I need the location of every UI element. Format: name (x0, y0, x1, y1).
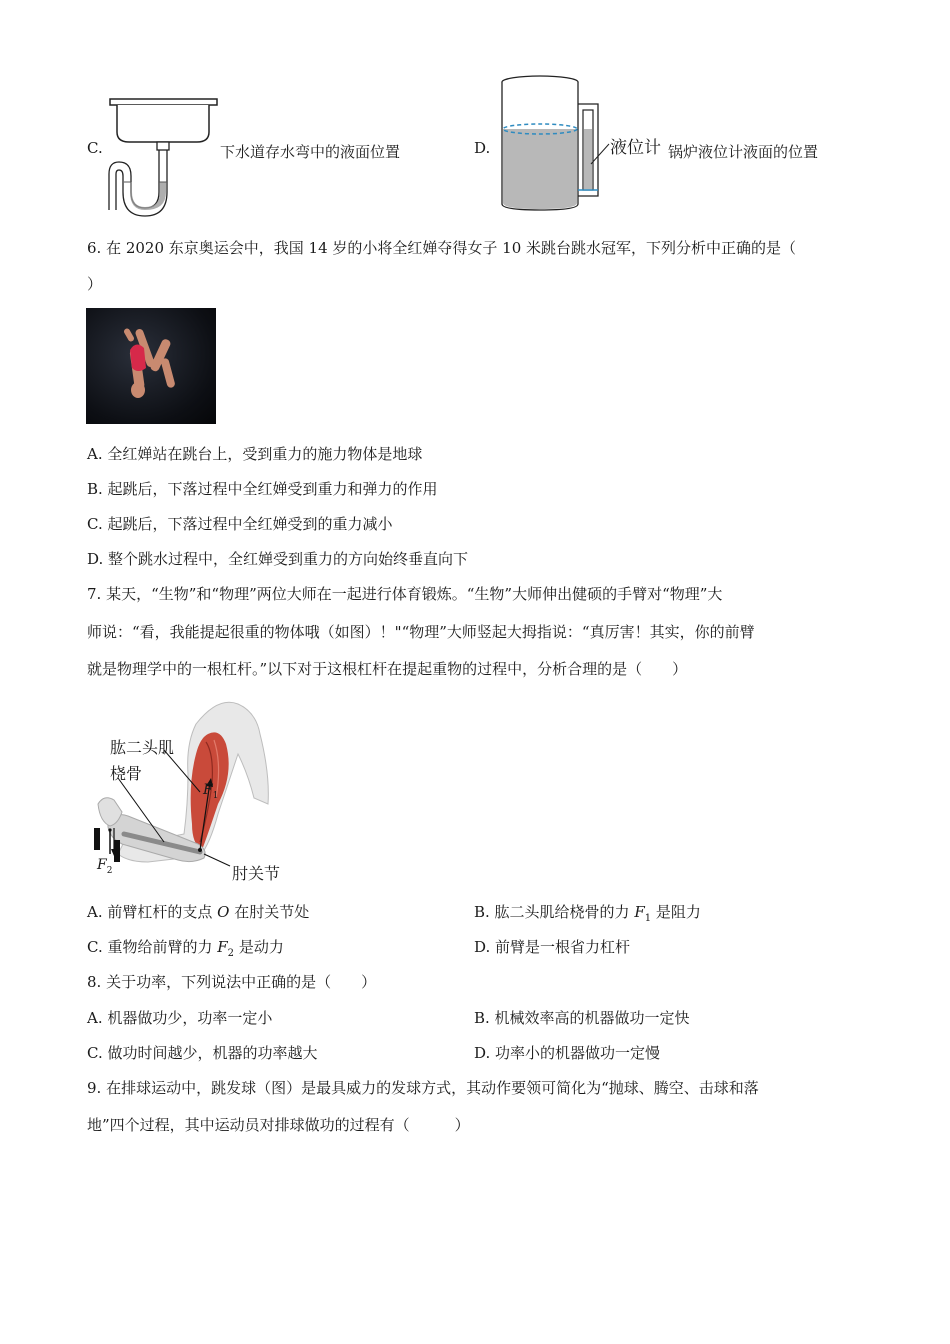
boiler-level-gauge-figure (498, 74, 604, 214)
fig-label-f2: $F_2$ (97, 857, 113, 876)
q8-option-d: D. 功率小的机器做功一定慢 (474, 1044, 661, 1062)
q7-stem-line1: 7. 某天，“生物”和“物理”两位大师在一起进行体育锻炼。“生物”大师伸出健硕的手臂对“物理”大 (87, 585, 723, 603)
arm-lever-figure (88, 694, 298, 884)
q7-option-c: C. 重物给前臂的力 $F_2$ 是动力 (87, 938, 284, 959)
q8-option-a: A. 机器做功少，功率一定小 (87, 1009, 273, 1027)
q9-stem-line1: 9. 在排球运动中，跳发球（图）是最具威力的发球方式，其动作要领可简化为“抛球、腾空、击球和落 (87, 1079, 759, 1097)
q6-option-d: D. 整个跳水过程中，全红婵受到重力的方向始终垂直向下 (87, 550, 469, 568)
q5-option-c-text: 下水道存水弯中的液面位置 (220, 143, 401, 161)
q6-option-b: B. 起跳后，下落过程中全红婵受到重力和弹力的作用 (87, 480, 438, 498)
q5-option-d-letter: D. (474, 139, 491, 157)
q6-option-c: C. 起跳后，下落过程中全红婵受到的重力减小 (87, 515, 393, 533)
q7-option-d: D. 前臂是一根省力杠杆 (474, 938, 631, 956)
q8-option-b: B. 机械效率高的机器做功一定快 (474, 1009, 690, 1027)
q7-option-a: A. 前臂杠杆的支点 O 在肘关节处 (87, 903, 310, 921)
q7-option-b: B. 肱二头肌给桡骨的力 $F_1$ 是阻力 (474, 903, 701, 924)
q5-gauge-label: 液位计 (610, 138, 661, 158)
fig-label-biceps: 肱二头肌 (110, 738, 175, 757)
q6-option-a: A. 全红婵站在跳台上，受到重力的施力物体是地球 (87, 445, 423, 463)
q6-stem-line1: 6. 在 2020 东京奥运会中，我国 14 岁的小将全红婵夺得女子 10 米跳台跳水冠军，下列分析中正确的是（ (87, 239, 797, 257)
sink-trap-figure (105, 96, 221, 214)
q5-option-d-text: 锅炉液位计液面的位置 (668, 143, 819, 161)
fig-label-f1: $F_1$ (203, 782, 219, 801)
q6-stem-line2: ） (87, 275, 103, 293)
fig-label-elbow: 肘关节 (232, 864, 281, 883)
q8-option-c: C. 做功时间越少，机器的功率越大 (87, 1044, 318, 1062)
fig-label-radius: 桡骨 (110, 764, 143, 783)
q9-stem-line2: 地”四个过程，其中运动员对排球做功的过程有（ ） (87, 1116, 470, 1134)
q5-option-c-letter: C. (87, 139, 103, 157)
q7-stem-line3: 就是物理学中的一根杠杆。”以下对于这根杠杆在提起重物的过程中，分析合理的是（ ） (87, 660, 688, 678)
q7-stem-line2: 师说：“看，我能提起很重的物体哦（如图）！"“物理”大师竖起大拇指说：“真厉害！其实，你的前臂 (87, 623, 755, 641)
diver-photo (86, 308, 216, 424)
q8-stem: 8. 关于功率，下列说法中正确的是（ ） (87, 973, 377, 991)
